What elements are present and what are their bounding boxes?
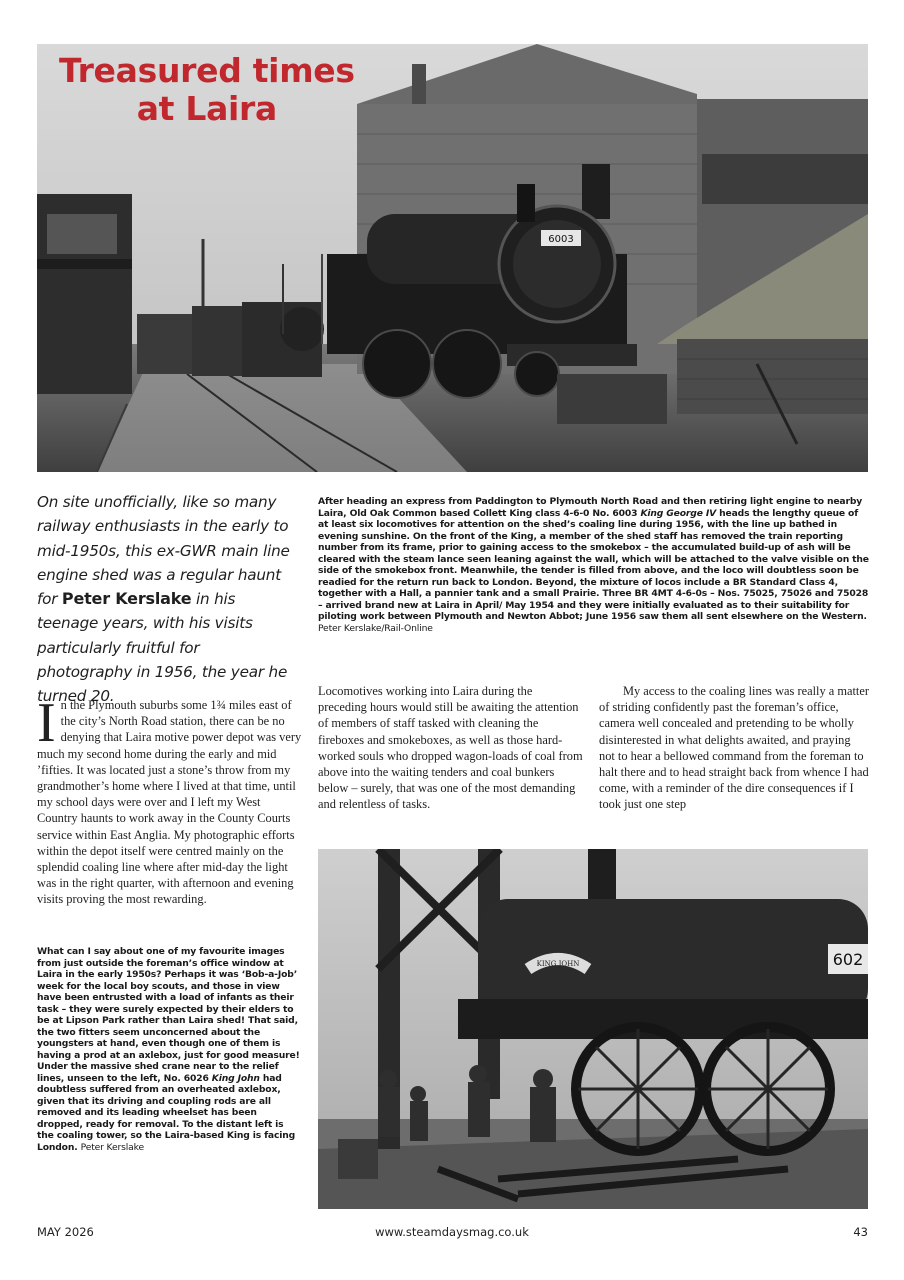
standfirst-text-1: On site unofficially, like so many railway enthusiasts in the early to mid-1950s, this ex-GWR main line engine shed was a regular haunt for bbox=[37, 493, 290, 609]
loco-number-plate: 6003 bbox=[548, 234, 574, 245]
caption-top-text-2: heads the lengthy queue of at least six locomotives for attention on the shed’s coaling line during 1956, with the line up bathed in evening sunshine. On the front of the King, a member of the shed staff has removed the train reporting number from its frame, prior to gaining access to the smokebox – the accumulated build-up of ash will be cleared with the steam lance seen leaning against the wall, which will be attached to the valve visible on the side of the smokebox front. Meanwhile, the tender is filled from above, and the loco will doubtless soon be readied for the return run back to London. Beyond, the mixture of locos include a BR Standard Class 4, together with a Hall, a pannier tank and a small Prairie. Three BR 4MT 4-6-0s – Nos. 75025, 75026 and 75028 – arrived brand new at Laira in April/ May 1954 and they were initially evaluated as to their suitability for piloting work between Plymouth and Newton Abbot; June 1956 saw them all sent elsewhere on the Western. bbox=[318, 507, 869, 622]
body-column-1 bbox=[37, 692, 302, 908]
issue-date: MAY 2026 bbox=[37, 1225, 94, 1239]
article-headline bbox=[59, 52, 355, 128]
page-number: 43 bbox=[853, 1225, 868, 1239]
king-john-crane-image bbox=[318, 849, 868, 1209]
bottom-photograph bbox=[318, 849, 868, 1209]
caption-top-text-1: After heading an express from Paddington to Plymouth North Road and then retiring light engine to nearby Laira, Old Oak Common based Collett King class 4-6-0 No. 6003 bbox=[318, 496, 863, 519]
standfirst-text-2: in his teenage years, with his visits particularly fruitful for photography in 1956, the year he turned 20. bbox=[37, 590, 288, 706]
headline-line-2: at Laira bbox=[136, 89, 277, 128]
author-name: Peter Kerslake bbox=[61, 589, 192, 609]
body-col2-text: Locomotives working into Laira during the preceding hours would still be awaiting the attention of members of staff tasked with cleaning the fireboxes and smokeboxes, as well as those hard-worked souls who dropped wagon-loads of coal from above into the waiting tenders and coal bunkers below – surely, that was one of the most demanding and relentless of tasks. bbox=[318, 684, 583, 812]
standfirst-intro bbox=[37, 490, 299, 709]
bottom-photo-caption bbox=[37, 946, 302, 1153]
website-url: www.steamdaysmag.co.uk bbox=[375, 1225, 529, 1239]
drop-cap: I bbox=[37, 692, 56, 754]
body-column-2 bbox=[318, 683, 583, 813]
caption-top-loco-name: King George IV bbox=[640, 507, 717, 519]
caption-bottom-loco-name: King John bbox=[211, 1072, 260, 1084]
caption-bottom-text-1: What can I say about one of my favourite images from just outside the foreman’s office window at Laira in the early 1950s? Perhaps it was ‘Bob-a-Job’ week for the local boy scouts, and those in view have been entrusted with a load of infants as their task – they were surely expected by their elders to be at Lipson Park rather than Laira shed! That said, the two fitters seem unconcerned about the youngsters at hand, even though one of them is having a prod at an axlebox, just for good measure! Under the massive shed crane near to the relief lines, unseen to the left, No. 6026 bbox=[37, 946, 300, 1084]
top-photograph bbox=[37, 44, 868, 472]
caption-top-credit: Peter Kerslake/Rail-Online bbox=[318, 622, 433, 634]
loco-number-plate-6026: 602 bbox=[832, 950, 864, 969]
body-column-3 bbox=[599, 683, 869, 813]
headline-line-1: Treasured times bbox=[59, 51, 355, 90]
nameplate: KING JOHN bbox=[536, 960, 580, 968]
caption-bottom-text-2: had doubtless suffered from an overheated axlebox, given that its driving and coupling rods are all removed and its leading wheelset has been dropped, ready for removal. To the distant left is the coaling tower, so the Laira-based King is facing London. bbox=[37, 1072, 296, 1153]
body-col1-text: n the Plymouth suburbs some 1¾ miles east of the city’s North Road station, there can be no denying that Laira motive power depot was very much my second home during the early and mid ’fifties. It was located just a stone’s throw from my grandmother’s home where I lived at that time, until my school days were over and I left my West Country haunts to work away in the County Courts service within East Anglia. My photographic efforts within the depot itself were centred mainly on the splendid coaling line where after mid-day the light was in the right quarter, with afternoon and evening visits proving the most rewarding. bbox=[37, 698, 302, 907]
caption-bottom-credit: Peter Kerslake bbox=[80, 1141, 144, 1153]
body-col3-text: My access to the coaling lines was really a matter of striding confidently past the foreman’s office, camera well concealed and pretending to be wholly disinterested in what delights awaited, and praying not to hear a bellowed command from the foreman to halt there and to head straight back from whence I had come, with a reminder of the dire consequences if I took just one step bbox=[599, 684, 870, 812]
top-photo-caption bbox=[318, 496, 870, 634]
